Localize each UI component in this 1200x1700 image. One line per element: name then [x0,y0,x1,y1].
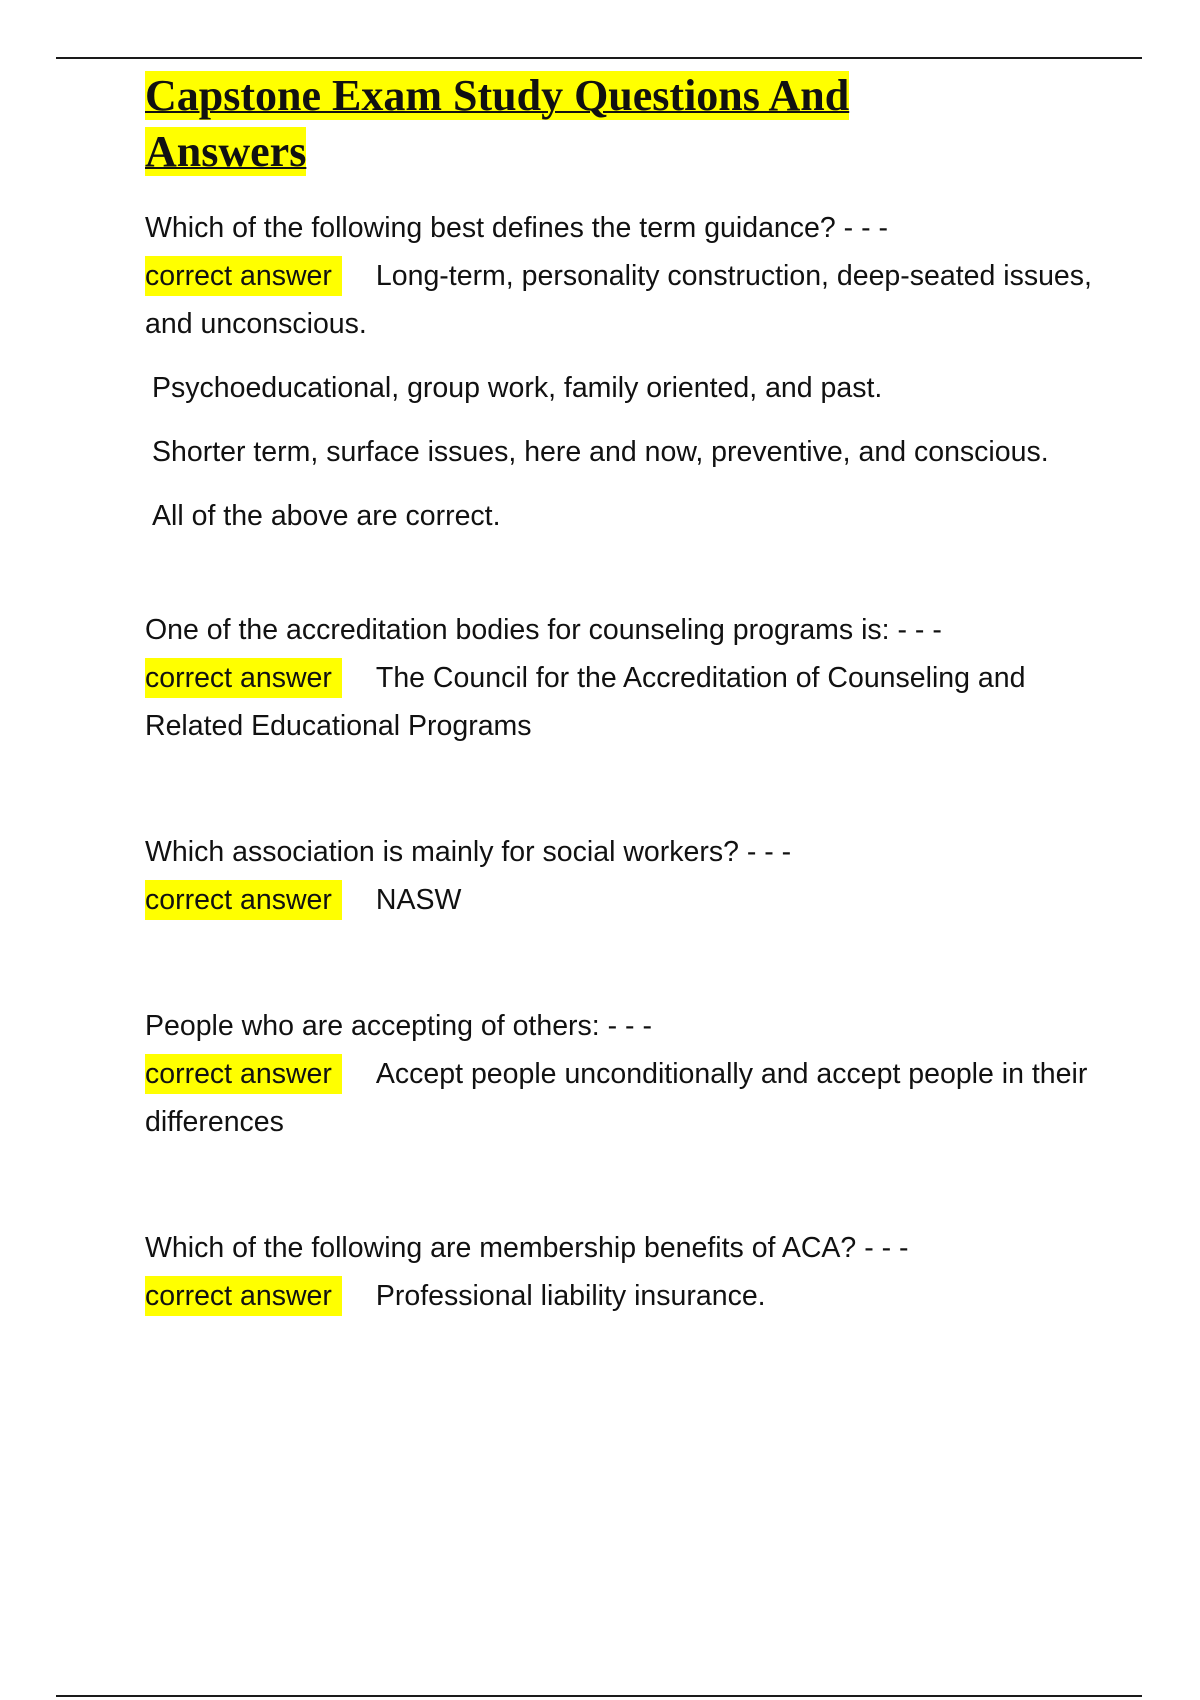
qa-text [145,204,1105,348]
correct-answer-label: correct answer [145,880,342,920]
document-body [145,68,1105,1398]
option-3: All of the above are correct. [152,500,501,532]
document-title [145,68,1105,180]
qa-item-1 [145,204,1105,540]
question-text: People who are accepting of others: - - - [145,1010,652,1042]
qa-text [145,1224,1105,1320]
question-text: Which of the following are membership benefits of ACA? - - - [145,1232,909,1264]
option-1: Psychoeducational, group work, family oriented, and past. [152,372,883,404]
qa-item-5 [145,1224,1105,1320]
answer-text: NASW [375,884,462,916]
top-rule [56,57,1142,59]
option-2: Shorter term, surface issues, here and now, preventive, and conscious. [152,436,1049,468]
question-text: Which association is mainly for social workers? - - - [145,836,792,868]
qa-text [145,1002,1105,1146]
answer-text: The Council for the Accreditation of Counseling and Related Educational Programs [145,662,1026,742]
qa-item-2 [145,606,1105,750]
question-text: Which of the following best defines the term guidance? - - - [145,212,888,244]
qa-item-3 [145,828,1105,924]
correct-answer-label: correct answer [145,1276,342,1316]
correct-answer-label: correct answer [145,256,342,296]
qa-text [145,828,1105,924]
correct-answer-label: correct answer [145,1054,342,1094]
title-line-1: Capstone Exam Study Questions And [145,71,850,120]
answer-text: Accept people unconditionally and accept people in their differences [145,1058,1088,1138]
qa-text [145,606,1105,750]
qa-item-4 [145,1002,1105,1146]
title-line-2: Answers [145,127,307,176]
correct-answer-label: correct answer [145,658,342,698]
answer-text: Professional liability insurance. [375,1280,766,1312]
bottom-rule [56,1695,1142,1697]
answer-text: Long-term, personality construction, deep-seated issues, and unconscious. [145,260,1092,340]
question-text: One of the accreditation bodies for counseling programs is: - - - [145,614,942,646]
